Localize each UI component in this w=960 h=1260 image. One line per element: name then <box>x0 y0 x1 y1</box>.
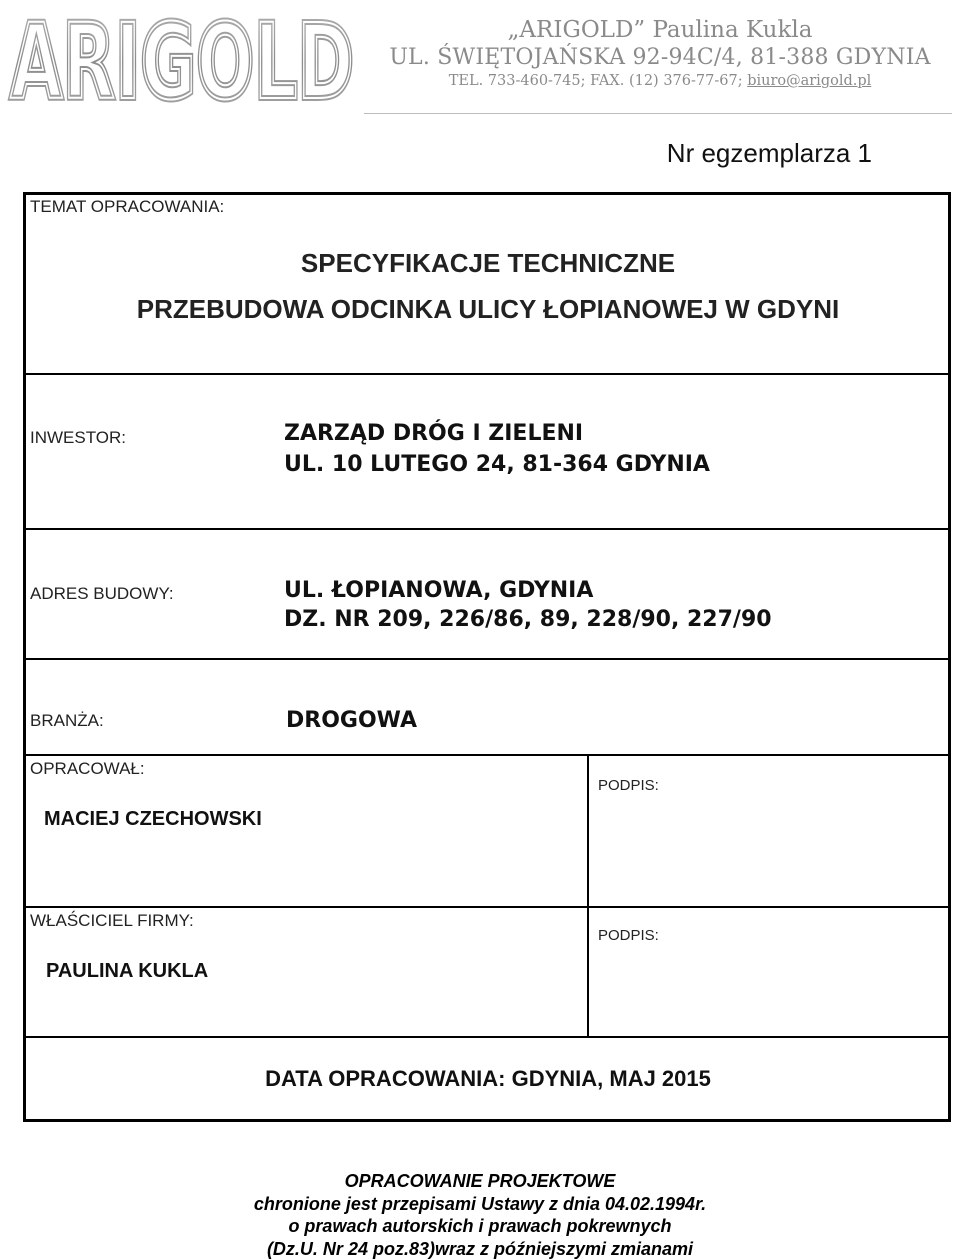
header-divider <box>364 113 952 114</box>
author-name: MACIEJ CZECHOWSKI <box>44 808 262 831</box>
investor-address: UL. 10 LUTEGO 24, 81-364 GDYNIA <box>284 452 710 477</box>
investor-label: INWESTOR: <box>30 428 126 448</box>
owner-signature-label: PODPIS: <box>598 927 659 944</box>
divider-line <box>26 1036 950 1038</box>
arigold-logo <box>6 6 358 118</box>
branch-value: DROGOWA <box>286 708 417 733</box>
company-phone-fax: TEL. 733-460-745; FAX. (12) 376-77-67; <box>449 73 747 89</box>
copyright-line-3: o prawach autorskich i prawach pokrewnych <box>0 1215 960 1238</box>
company-address: UL. ŚWIĘTOJAŃSKA 92-94C/4, 81-388 GDYNIA <box>360 44 960 72</box>
site-label: ADRES BUDOWY: <box>30 584 174 604</box>
site-plots: DZ. NR 209, 226/86, 89, 228/90, 227/90 <box>284 607 772 632</box>
branch-label: BRANŻA: <box>30 711 104 731</box>
divider-line <box>26 754 950 756</box>
copyright-line-1: OPRACOWANIE PROJEKTOWE <box>0 1170 960 1193</box>
author-signature-label: PODPIS: <box>598 777 659 794</box>
document-title: SPECYFIKACJE TECHNICZNE <box>24 248 952 279</box>
site-street: UL. ŁOPIANOWA, GDYNIA <box>284 578 593 603</box>
divider-line <box>26 658 950 660</box>
company-contact <box>360 72 960 91</box>
topic-label: TEMAT OPRACOWANIA: <box>30 197 224 217</box>
divider-line <box>26 528 950 530</box>
svg-text:ARIGOLD: ARIGOLD <box>10 6 354 118</box>
investor-name: ZARZĄD DRÓG I ZIELENI <box>284 421 583 446</box>
company-name: „ARIGOLD” Paulina Kukla <box>360 16 960 44</box>
copyright-line-4: (Dz.U. Nr 24 poz.83)wraz z późniejszymi zmianami <box>0 1238 960 1260</box>
owner-label: WŁAŚCICIEL FIRMY: <box>30 911 194 931</box>
preparation-date: DATA OPRACOWANIA: GDYNIA, MAJ 2015 <box>24 1066 952 1092</box>
company-info <box>360 16 960 91</box>
project-title: PRZEBUDOWA ODCINKA ULICY ŁOPIANOWEJ W GDYNI <box>24 294 952 325</box>
copyright-line-2: chronione jest przepisami Ustawy z dnia 04.02.1994r. <box>0 1193 960 1216</box>
divider-line <box>26 373 950 375</box>
copyright-notice <box>0 1170 960 1260</box>
company-email-link[interactable]: biuro@arigold.pl <box>747 73 871 89</box>
author-label: OPRACOWAŁ: <box>30 759 145 779</box>
divider-line <box>587 755 589 908</box>
svg-text:ARIGOLD: ARIGOLD <box>10 6 354 118</box>
divider-line <box>26 906 950 908</box>
owner-name: PAULINA KUKLA <box>46 960 208 983</box>
copy-number: Nr egzemplarza 1 <box>667 138 872 169</box>
divider-line <box>587 907 589 1038</box>
